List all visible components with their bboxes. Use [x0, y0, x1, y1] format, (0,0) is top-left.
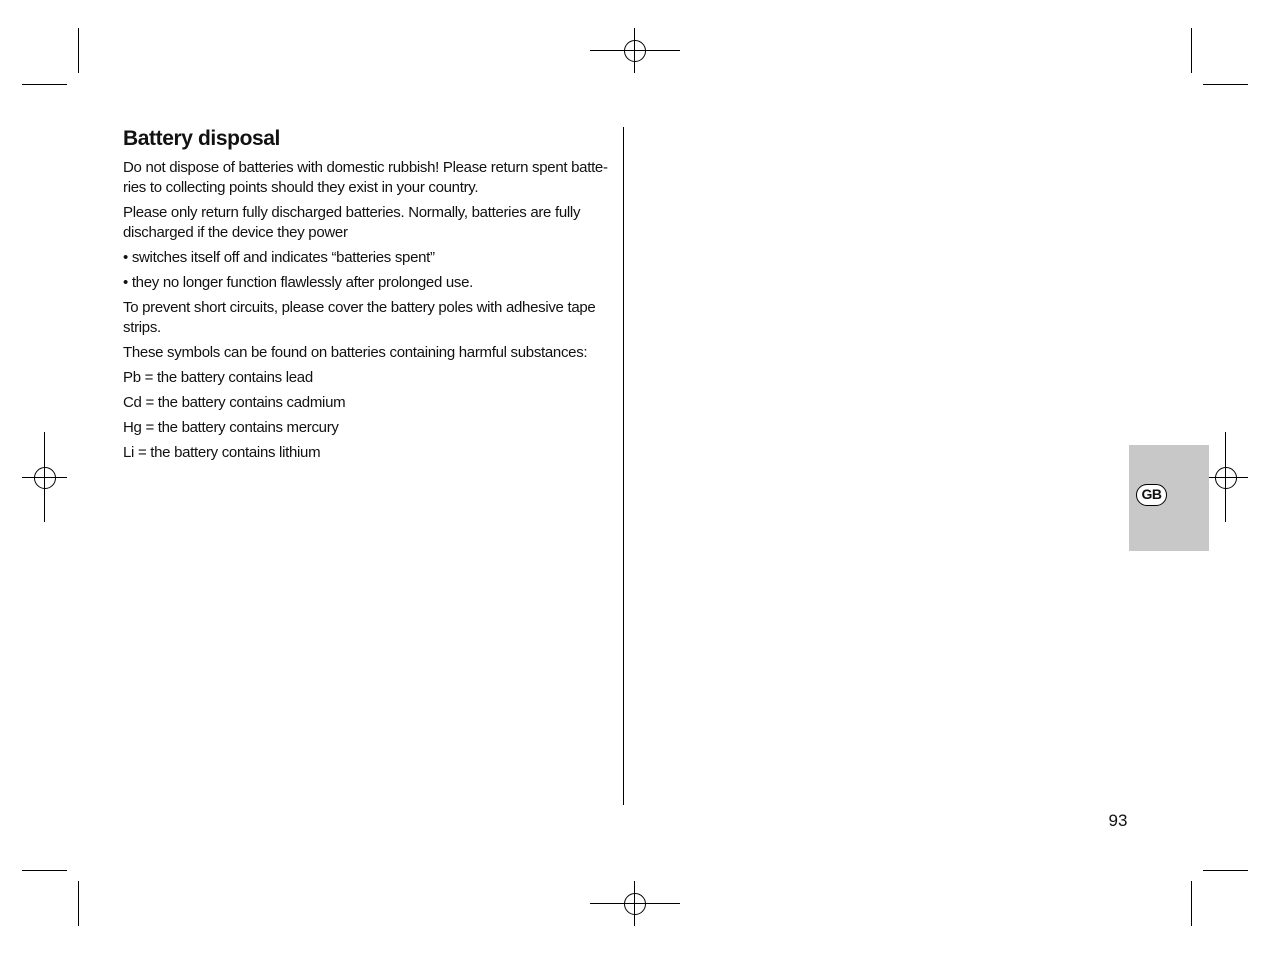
crop-mark [22, 870, 67, 871]
crop-mark [1191, 28, 1192, 73]
crop-mark [1191, 881, 1192, 926]
paragraph: To prevent short circuits, please cover the battery poles with adhesive tape strips. [123, 299, 596, 336]
symbol-definition: Pb = the battery contains lead [123, 369, 313, 386]
symbol-definition: Li = the battery contains lithium [123, 444, 321, 461]
crop-mark [78, 28, 79, 73]
crop-mark [1203, 870, 1248, 871]
language-badge: GB [1136, 484, 1167, 506]
paragraph: These symbols can be found on batteries containing harmful substances: [123, 344, 588, 361]
paragraph: Please only return fully discharged batteries. Normally, batteries are fully discharged if the device they power [123, 204, 581, 241]
column-divider [623, 127, 624, 805]
crop-mark [22, 84, 67, 85]
registration-mark-circle [1215, 467, 1237, 489]
section-title: Battery disposal [123, 127, 280, 150]
symbol-definition: Hg = the battery contains mercury [123, 419, 339, 436]
battery-disposal-section [123, 124, 609, 468]
registration-mark-circle [624, 893, 646, 915]
paragraph: Do not dispose of batteries with domestic rubbish! Please return spent batte-ries to collecting points should they exist in your country. [123, 159, 608, 196]
bullet-item: • they no longer function flawlessly after prolonged use. [123, 274, 474, 291]
language-tab [1129, 445, 1209, 551]
registration-mark-circle [34, 467, 56, 489]
bullet-item: • switches itself off and indicates “batteries spent” [123, 249, 435, 266]
page-number: 93 [1108, 811, 1128, 830]
symbol-definition: Cd = the battery contains cadmium [123, 394, 346, 411]
crop-mark [1203, 84, 1248, 85]
registration-mark-circle [624, 40, 646, 62]
crop-mark [78, 881, 79, 926]
